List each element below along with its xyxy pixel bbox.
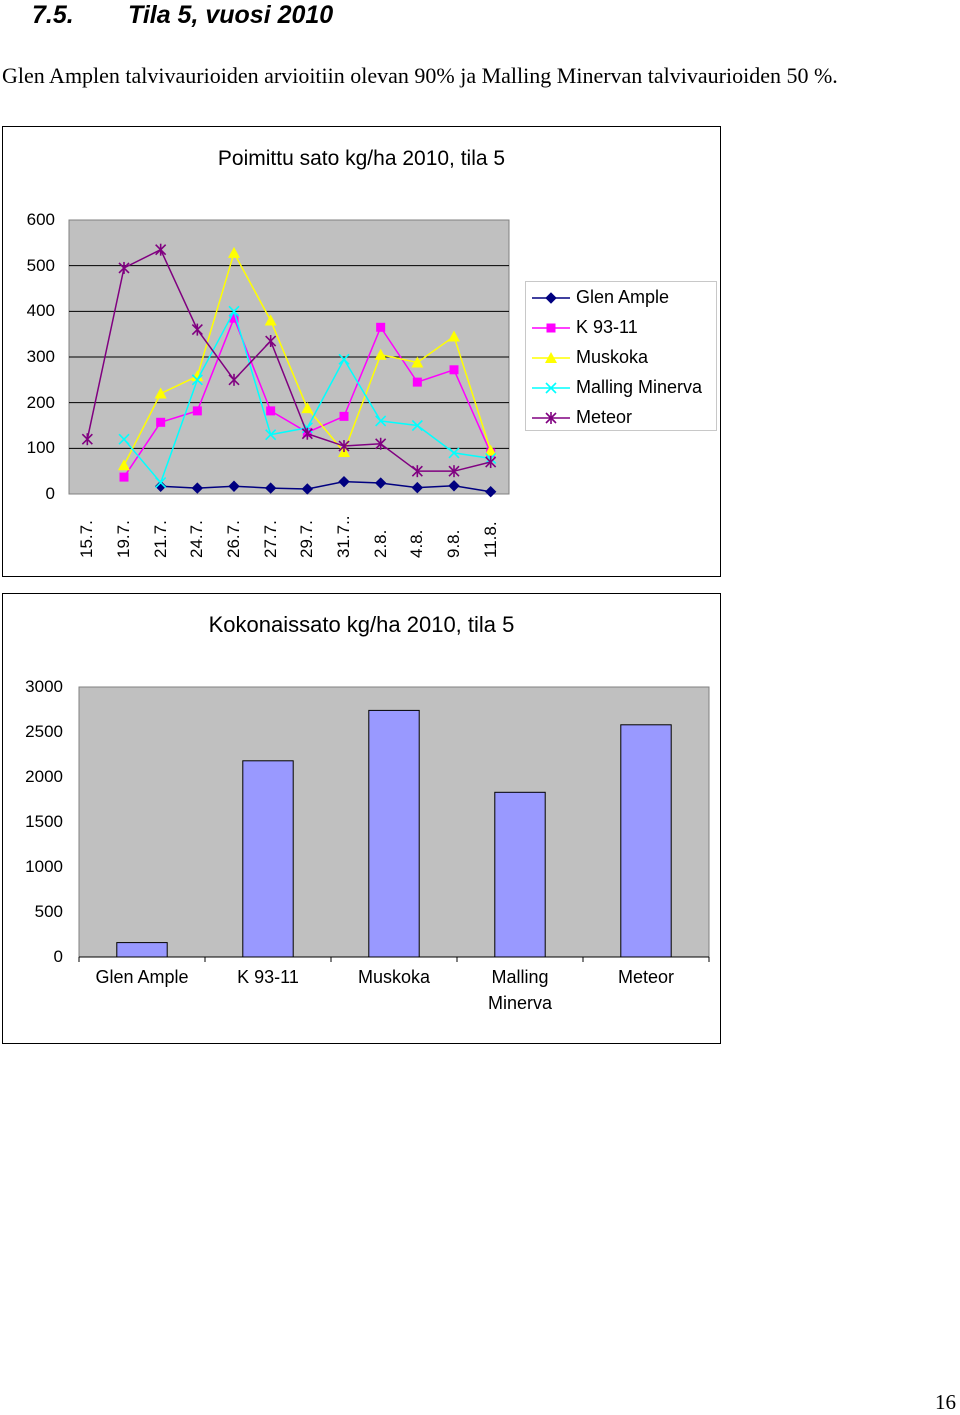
y-tick-label: 2500 [25, 722, 63, 741]
x-tick-label: Muskoka [357, 967, 431, 987]
x-tick-label: 26.7. [224, 520, 243, 558]
legend-marker [547, 324, 556, 333]
legend-label: Malling Minerva [576, 377, 703, 397]
x-tick-label: K 93-11 [237, 967, 299, 987]
data-point [413, 378, 422, 387]
x-tick-label: 9.8. [444, 529, 463, 558]
legend-swatch [532, 319, 570, 337]
legend-swatch [532, 349, 570, 367]
legend-label: Muskoka [576, 347, 649, 367]
x-tick-label: 2.8. [370, 529, 390, 558]
section-title: Tila 5, vuosi 2010 [128, 1, 334, 29]
legend-swatch [532, 379, 570, 397]
bar-meteor [621, 725, 671, 957]
y-tick-label: 600 [26, 210, 55, 229]
x-tick-label: 21.7. [150, 520, 170, 558]
legend-label: K 93-11 [576, 317, 638, 337]
data-point [193, 406, 202, 415]
x-tick-label: 24.7. [187, 520, 207, 558]
x-tick-label: 15.7. [77, 520, 97, 558]
bar-malling-minerva [495, 792, 545, 957]
y-tick-label: 100 [26, 438, 55, 458]
x-tick-label: 29.7. [297, 520, 317, 558]
x-tick-label: Malling Minerva [487, 967, 553, 1013]
x-tick-label: Meteor [617, 967, 675, 987]
y-tick-label: 200 [26, 392, 55, 412]
bar-chart-total-yield [2, 593, 721, 1044]
data-point [340, 412, 349, 421]
intro-paragraph: Glen Amplen talvivaurioiden arvioitiin olevan 90% ja Malling Minervan talvivaurioiden 50 %. [2, 63, 838, 88]
x-tick-label: 27.7. [260, 520, 280, 558]
legend-label: Meteor [576, 407, 633, 427]
y-tick-label: 3000 [25, 677, 63, 696]
y-tick-label: 500 [26, 255, 55, 275]
data-point [120, 473, 129, 482]
data-point [266, 406, 275, 415]
page-number: 16 [935, 1390, 956, 1414]
legend-item-k-93-11 [526, 313, 716, 343]
bar-glen-ample [117, 943, 167, 957]
y-tick-label: 300 [26, 347, 55, 366]
x-tick-label: 11.8. [480, 521, 500, 558]
chart-title: Kokonaissato kg/ha 2010, tila 5 [208, 612, 515, 637]
y-tick-label: 0 [53, 947, 63, 966]
section-heading [32, 0, 333, 30]
section-number: 7.5. [32, 1, 74, 29]
bar-k-93-11 [243, 761, 293, 957]
x-tick-label: 19.7. [114, 520, 133, 558]
data-point [376, 323, 385, 332]
legend-label: Glen Ample [576, 287, 670, 307]
line-chart-picked-yield [2, 126, 721, 577]
x-tick-label: 4.8. [407, 529, 427, 558]
y-tick-label: 400 [26, 301, 55, 321]
legend-swatch [532, 289, 570, 307]
y-tick-label: 1000 [25, 857, 63, 876]
x-tick-label: 31.7.. [334, 515, 353, 558]
x-tick-label: Glen Ample [95, 967, 189, 987]
y-tick-label: 500 [34, 902, 63, 921]
legend-item-malling-minerva [526, 373, 716, 403]
legend-swatch [532, 409, 570, 427]
bar-muskoka [369, 710, 419, 957]
data-point [156, 418, 165, 427]
legend-item-muskoka [526, 343, 716, 373]
legend-item-meteor [526, 403, 716, 433]
y-tick-label: 1500 [25, 812, 63, 831]
chart-legend [525, 281, 717, 431]
y-tick-label: 0 [45, 484, 55, 503]
chart-title: Poimittu sato kg/ha 2010, tila 5 [217, 147, 506, 170]
data-point [450, 365, 459, 374]
legend-item-glen-ample [526, 283, 716, 313]
y-tick-label: 2000 [25, 767, 63, 786]
legend-marker [546, 293, 556, 303]
